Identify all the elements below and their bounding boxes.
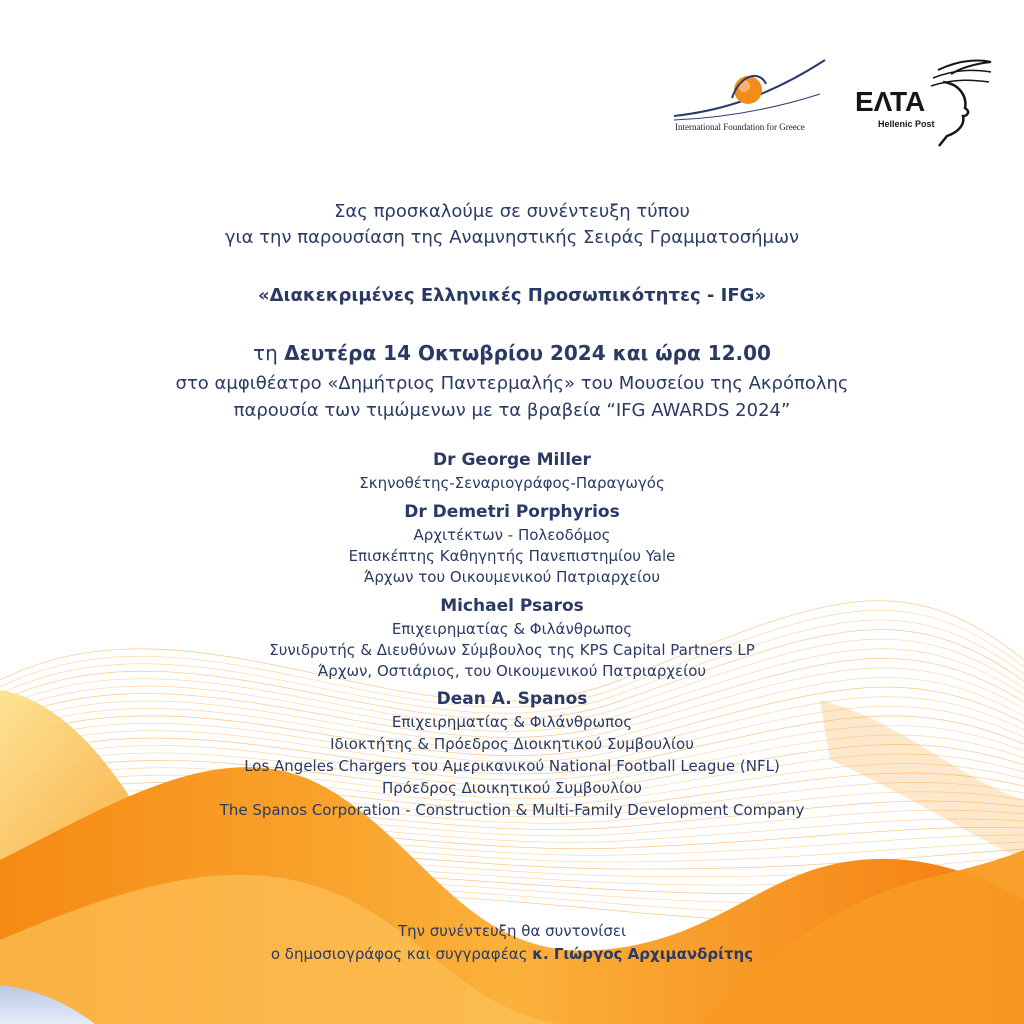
honoree-name: Dr Demetri Porphyrios	[404, 502, 620, 522]
moderator-prefix: ο δημοσιογράφος και συγγραφέας	[270, 945, 533, 963]
honoree-role: Πρόεδρος Διοικητικού Συμβουλίου	[382, 779, 642, 797]
honoree-role: Άρχων, Οστιάριος, του Οικουμενικού Πατριαρχείου	[317, 662, 707, 680]
event-date-prefix: τη	[253, 341, 285, 365]
moderator-line-2	[0, 945, 1024, 963]
honoree-role: Επισκέπτης Καθηγητής Πανεπιστημίου Yale	[348, 547, 676, 565]
event-title: «Διακεκριμένες Ελληνικές Προσωπικότητες - IFG»	[257, 285, 767, 306]
honoree-role: The Spanos Corporation - Construction & Multi-Family Development Company	[219, 801, 805, 819]
honoree-name: Dean A. Spanos	[436, 689, 588, 709]
honoree-role: Άρχων του Οικουμενικού Πατριαρχείου	[364, 568, 660, 586]
honoree-name: Dr George Miller	[433, 450, 591, 470]
ifg-caption: International Foundation for Greece	[675, 122, 805, 132]
honoree-name: Michael Psaros	[440, 596, 584, 616]
intro-line-1: Σας προσκαλούμε σε συνέντευξη τύπου	[334, 201, 690, 222]
event-date	[0, 341, 1024, 365]
elta-wordmark: ΕΛΤΑ	[855, 86, 926, 117]
event-presence: παρουσία των τιμώμενων με τα βραβεία “IFG AWARDS 2024”	[233, 400, 791, 421]
elta-subtitle: Hellenic Post	[878, 119, 935, 129]
honoree-role: Επιχειρηματίας & Φιλάνθρωπος	[391, 620, 633, 638]
intro-line-2: για την παρουσίαση της Αναμνηστικής Σειράς Γραμματοσήμων	[224, 227, 800, 248]
logo-bar	[665, 50, 995, 150]
moderator-name: κ. Γιώργος Αρχιμανδρίτης	[532, 945, 754, 963]
event-venue: στο αμφιθέατρο «Δημήτριος Παντερμαλής» του Μουσείου της Ακρόπολης	[175, 373, 849, 394]
honoree-role: Los Angeles Chargers του Αμερικανικού National Football League (NFL)	[244, 757, 780, 775]
honoree-role: Ιδιοκτήτης & Πρόεδρος Διοικητικού Συμβουλίου	[330, 735, 694, 753]
moderator-line-1: Την συνέντευξη θα συντονίσει	[397, 922, 627, 940]
event-date-value: Δευτέρα 14 Οκτωβρίου 2024 και ώρα 12.00	[284, 341, 771, 365]
honoree-role: Συνιδρυτής & Διευθύνων Σύμβουλος της KPS Capital Partners LP	[269, 641, 755, 659]
honoree-role: Αρχιτέκτων - Πολεοδόμος	[413, 526, 611, 544]
ifg-logo-icon	[670, 54, 830, 146]
honoree-role: Επιχειρηματίας & Φιλάνθρωπος	[391, 713, 633, 731]
honoree-role: Σκηνοθέτης-Σεναριογράφος-Παραγωγός	[359, 474, 665, 492]
